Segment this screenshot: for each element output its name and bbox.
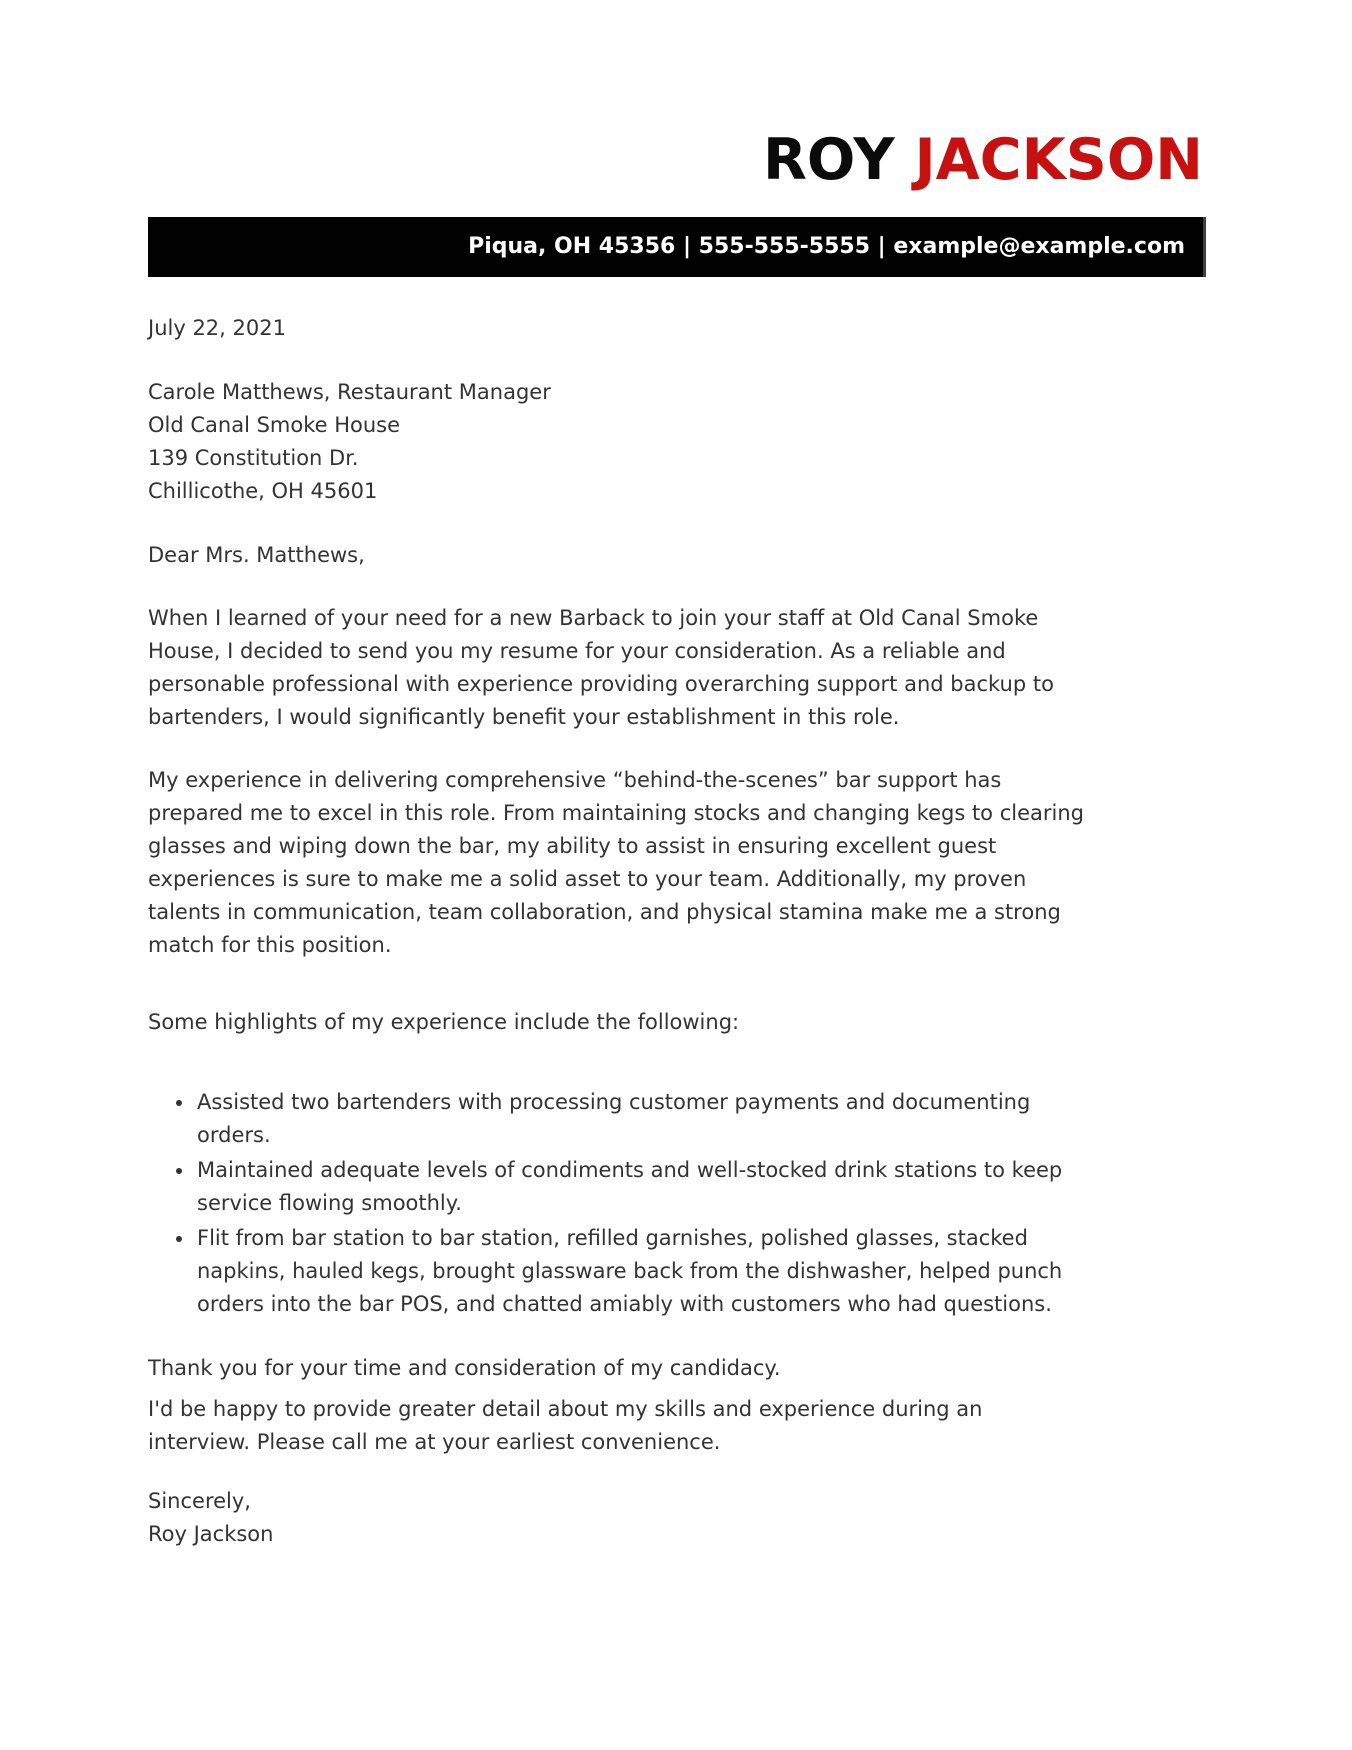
signature-name: Roy Jackson [148, 1522, 274, 1546]
closing-paragraph: Thank you for your time and consideration of my candidacy. [148, 1356, 781, 1380]
candidate-name [148, 0, 1203, 193]
signoff: Sincerely, [148, 1489, 251, 1513]
recipient-name-title: Carole Matthews, Restaurant Manager [148, 380, 551, 404]
signoff-block [148, 1485, 1090, 1551]
recipient-address-block [148, 376, 1090, 508]
letter-date: July 22, 2021 [148, 316, 286, 340]
contact-bar [148, 217, 1203, 277]
recipient-street: 139 Constitution Dr. [148, 446, 359, 470]
highlight-item: • Flit from bar station to bar station, refilled garnishes, polished glasses, stacked napkins, hauled kegs, brought glassware back from the dishwasher, helped punch orders into the bar POS, and chatted amiably with customers who had questions. [195, 1222, 1090, 1321]
letter-header [148, 0, 1203, 277]
recipient-company: Old Canal Smoke House [148, 413, 401, 437]
body-paragraph: My experience in delivering comprehensive “behind-the-scenes” bar support has prepared me to excel in this role. From maintaining stocks and changing kegs to clearing glasses and wiping down the bar, my ability to assist in ensuring excellent guest experiences is sure to make me a solid asset to your team. Additionally, my proven talents in communication, team collaboration, and physical stamina make me a strong match for this position. [148, 768, 1084, 957]
contact-info-text: Piqua, OH 45356 | 555-555-5555 | example@example.com [468, 234, 1185, 259]
letter-body [148, 312, 1090, 1551]
highlights-list [148, 1086, 1090, 1321]
highlights-intro: Some highlights of my experience include the following: [148, 1010, 740, 1034]
candidate-last-name: JACKSON [914, 127, 1203, 193]
highlight-item: • Maintained adequate levels of condiments and well-stocked drink stations to keep service flowing smoothly. [195, 1154, 1090, 1220]
candidate-first-name: ROY [763, 127, 895, 193]
page-content [148, 0, 1203, 1551]
closing-paragraph: I'd be happy to provide greater detail about my skills and experience during an interview. Please call me at your earliest convenience. [148, 1397, 983, 1454]
recipient-city-state-zip: Chillicothe, OH 45601 [148, 479, 378, 503]
salutation: Dear Mrs. Matthews, [148, 543, 365, 567]
body-paragraph: When I learned of your need for a new Barback to join your staff at Old Canal Smoke House, I decided to send you my resume for your consideration. As a reliable and personable professional with experience providing overarching support and backup to bartenders, I would significantly benefit your establishment in this role. [148, 606, 1054, 729]
highlight-item: • Assisted two bartenders with processing customer payments and documenting orders. [195, 1086, 1090, 1152]
